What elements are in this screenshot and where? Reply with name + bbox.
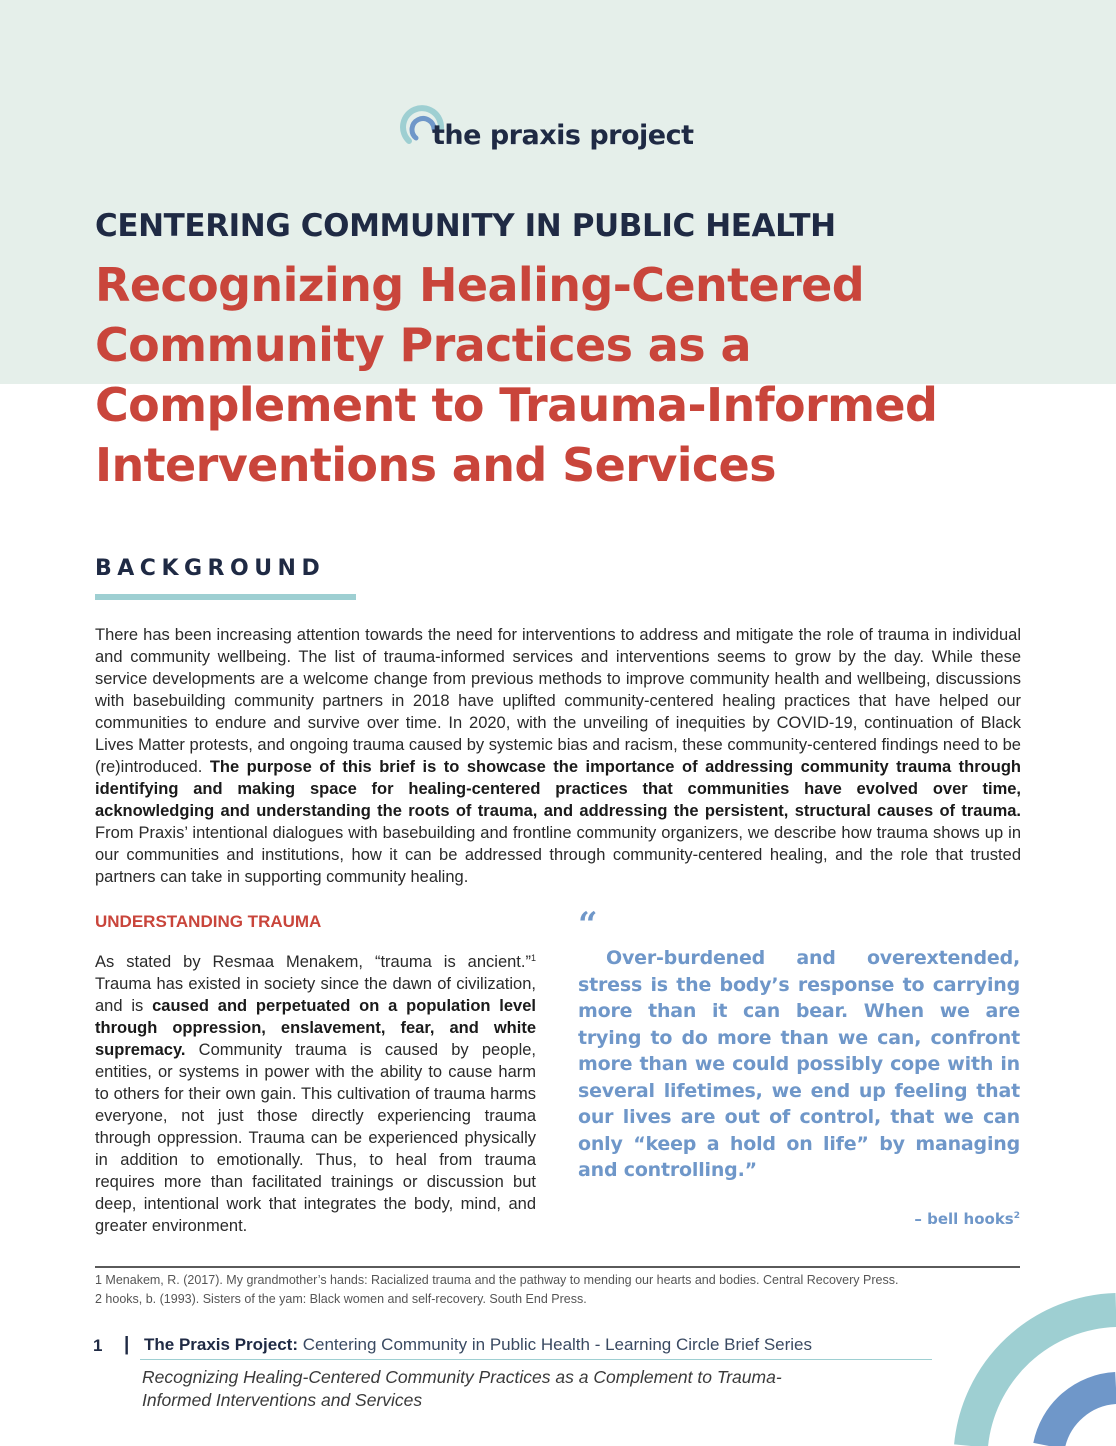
attribution-text: – bell hooks [914, 1210, 1014, 1228]
background-heading: BACKGROUND [95, 556, 326, 581]
footer-divider [140, 1359, 932, 1360]
footnote-item: 2 hooks, b. (1993). Sisters of the yam: Black women and self-recovery. South End Press. [95, 1292, 587, 1306]
footnote-ref: 1 [530, 953, 536, 963]
page-number: 1 [93, 1336, 103, 1355]
footnote-item: 1 Menakem, R. (2017). My grandmother’s hands: Racialized trauma and the pathway to mending our hearts and bodies. Central Recovery Press. [95, 1273, 899, 1287]
understanding-trauma-paragraph [95, 951, 536, 1237]
praxis-logo [396, 96, 726, 158]
footnote-ref: 2 [1013, 1211, 1020, 1221]
decorative-arcs-icon [944, 1290, 1116, 1446]
footer-org: The Praxis Project: [144, 1335, 299, 1354]
background-text: There has been increasing attention towards the need for interventions to address and mitigate the role of trauma in individual and community wellbeing. The list of trauma-informed services and interventions seems to grow by the day. While these service developments are a welcome change from previous methods to improve community health and wellbeing, discussions with basebuilding community partners in 2018 have uplifted community-centered healing practices that have helped our communities to endure and survive over time. In 2020, with the unveiling of inequities by COVID-19, continuation of Black Lives Matter protests, and ongoing trauma caused by systemic bias and racism, these community-centered findings need to be (re)introduced. [95, 626, 1021, 776]
section-divider [95, 594, 356, 600]
understanding-text: As stated by Resmaa Menakem, “trauma is ancient.” [95, 953, 531, 971]
understanding-trauma-heading: UNDERSTANDING TRAUMA [95, 912, 322, 931]
background-bold-text: The purpose of this brief is to showcase the importance of addressing community trauma through identifying and making space for healing-centered practices that communities have evolved over time, acknowledging and understanding the roots of trauma, and addressing the persistent, structural causes of trauma. [95, 758, 1021, 820]
series-eyebrow: CENTERING COMMUNITY IN PUBLIC HEALTH [95, 208, 836, 244]
document-title [95, 255, 1055, 495]
footnote-divider [95, 1266, 1020, 1268]
quote-attribution [914, 1210, 1020, 1228]
logo-wordmark: the praxis project [432, 120, 694, 151]
title-line: Recognizing Healing-Centered [95, 258, 865, 312]
background-text-continued: From Praxis’ intentional dialogues with basebuilding and frontline community organizers, we describe how trauma shows up in our communities and institutions, how it can be addressed through community-centered healing, and the role that trusted partners can take in supporting community healing. [95, 824, 1021, 886]
footer-subtitle-line: Informed Interventions and Services [142, 1390, 423, 1410]
footer-series-name: Centering Community in Public Health - Learning Circle Brief Series [298, 1335, 813, 1354]
understanding-bold-text: caused and perpetuated on a population level through oppression, enslavement, fear, and white supremacy. [95, 997, 536, 1059]
title-line: Community Practices as a [95, 318, 751, 372]
footnotes [95, 1271, 1035, 1309]
title-line: Interventions and Services [95, 438, 776, 492]
footer-subtitle-line: Recognizing Healing-Centered Community Practices as a Complement to Trauma- [142, 1367, 782, 1387]
quote-mark-icon: “ [578, 905, 598, 945]
footer-subtitle [142, 1366, 922, 1412]
footer-series [144, 1335, 812, 1355]
pull-quote: Over-burdened and overextended, stress is the body’s response to carrying more than it can bear. When we are trying to do more than we can, confront more than we could possibly cope with in several lifetimes, we end up feeling that our lives are out of control, that we can only “keep a hold on life” by managing and controlling.” [578, 947, 1020, 1181]
background-paragraph [95, 624, 1021, 888]
footer-separator: | [124, 1334, 130, 1355]
title-line: Complement to Trauma-Informed [95, 378, 938, 432]
understanding-text-3: Community trauma is caused by people, entities, or systems in power with the ability to cause harm to others for their own gain. This cultivation of trauma harms everyone, not just those directly experiencing trauma through oppression. Trauma can be experienced physically in addition to emotionally. Thus, to heal from trauma requires more than facilitated trainings or discussion but deep, intentional work that integrates the body, mind, and greater environment. [95, 1041, 536, 1235]
understanding-text-2: Trauma has existed in society since the dawn of civilization, and is [95, 975, 536, 1015]
